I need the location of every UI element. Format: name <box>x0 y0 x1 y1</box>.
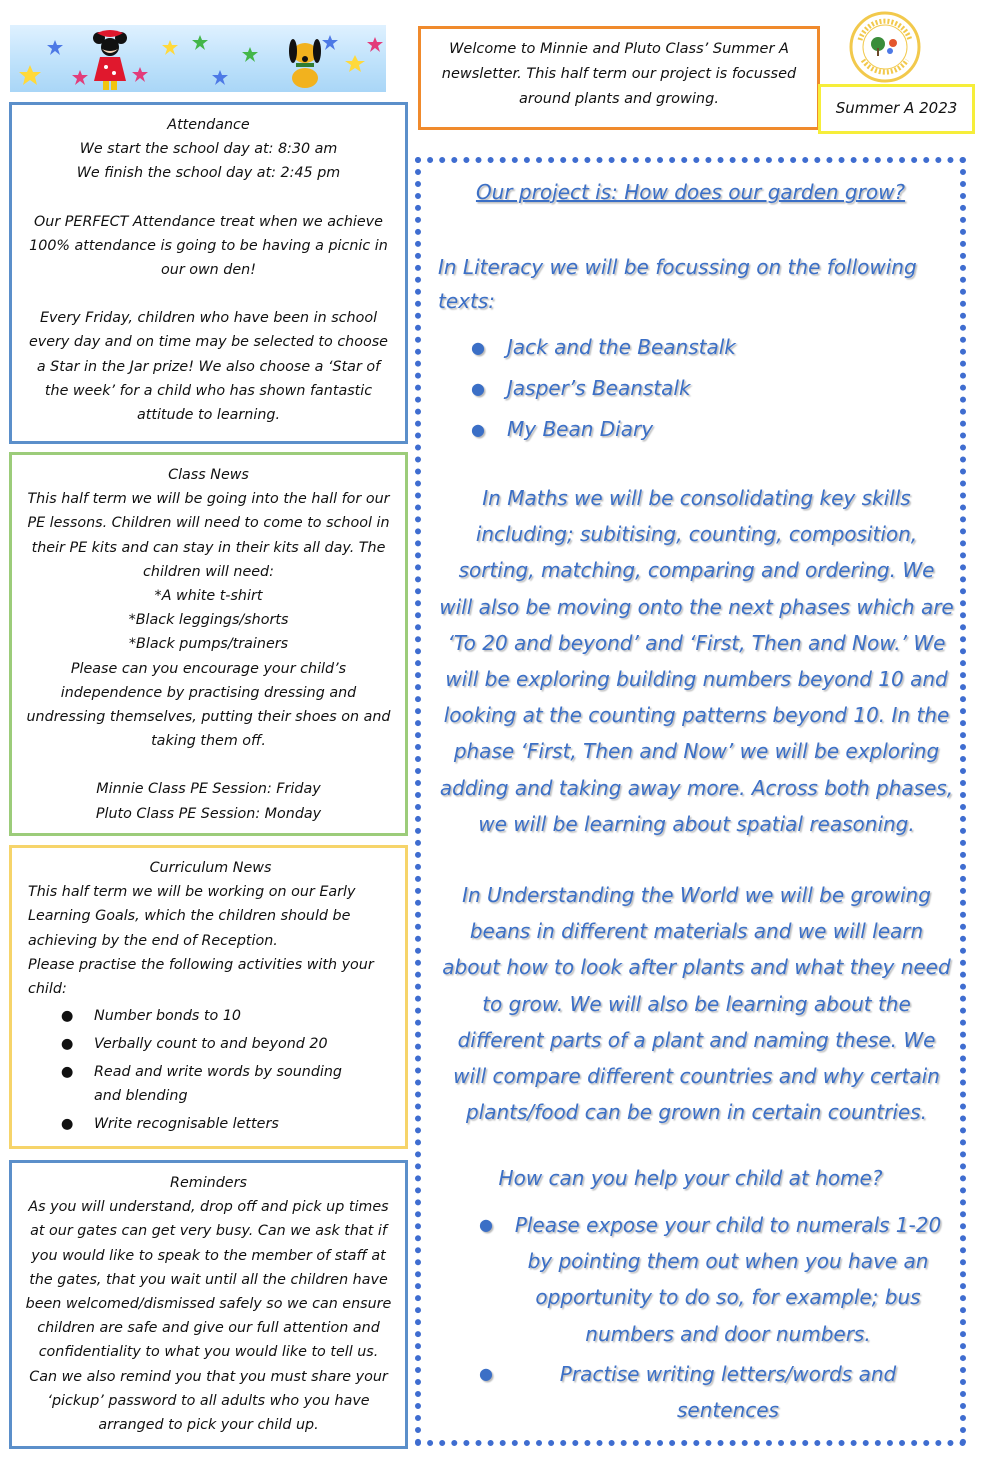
list-item <box>61 1112 393 1136</box>
kit-item: *A white t-shirt <box>154 588 263 605</box>
project-panel <box>415 157 966 1446</box>
curriculum-practise: Please practise the following activities with your child: <box>28 956 374 998</box>
list-item <box>471 368 931 409</box>
literacy-text: Jasper’s Beanstalk <box>507 376 691 400</box>
curriculum-activity-list <box>28 1004 393 1136</box>
list-item-text: Number bonds to 10 <box>94 1008 242 1025</box>
newsletter-date: Summer A 2023 <box>835 99 958 117</box>
attendance-heading: Attendance <box>167 117 250 133</box>
bullet-icon: ● <box>471 338 485 357</box>
header-banner-image <box>10 25 386 92</box>
class-news-heading: Class News <box>168 467 249 483</box>
class-news-box <box>9 452 408 836</box>
reminders-heading: Reminders <box>170 1175 247 1191</box>
help-at-home-title: How can you help your child at home? <box>498 1166 883 1190</box>
literacy-intro: In Literacy we will be focussing on the following texts: <box>438 255 917 313</box>
attendance-box <box>9 102 408 444</box>
attendance-friday-star: Every Friday, children who have been in school every day and on time may be selected to choose a Star in the Jar prize! We also choose a ‘Star of the week’ for a child who has shown fantastic attitude to learning. <box>29 310 388 424</box>
welcome-box <box>418 26 820 130</box>
literacy-text: Jack and the Beanstalk <box>507 335 736 359</box>
list-item <box>479 1356 949 1428</box>
bullet-icon: ● <box>471 379 485 398</box>
bullet-icon: ● <box>61 1116 74 1133</box>
help-item-text: Please expose your child to numerals 1-20 by pointing them out when you have an opportunity to do so, for example; bus numbers and door numbers. <box>514 1213 942 1346</box>
class-news-encourage: Please can you encourage your child’s independence by practising dressing and undressing themselves, putting their shoes on and taking them off. <box>26 660 391 750</box>
bullet-icon: ● <box>61 1008 74 1025</box>
bullet-icon: ● <box>479 1215 493 1234</box>
list-item <box>471 409 931 450</box>
curriculum-heading: Curriculum News <box>149 860 272 876</box>
reminders-box <box>9 1160 408 1449</box>
attendance-perfect-treat: Our PERFECT Attendance treat when we achieve 100% attendance is going to be having a picnic in our own den! <box>29 213 388 279</box>
curriculum-news-box <box>9 845 408 1149</box>
bullet-icon: ● <box>61 1036 74 1053</box>
help-item-text: Practise writing letters/words and sentences <box>559 1361 897 1423</box>
pluto-pe-session: Pluto Class PE Session: Monday <box>95 805 322 822</box>
list-item <box>471 327 931 368</box>
list-item <box>61 1060 393 1108</box>
curriculum-intro: This half term we will be working on our Early Learning Goals, which the children should be achieving by the end of Reception. <box>28 884 356 949</box>
literacy-text: My Bean Diary <box>507 417 654 441</box>
help-at-home-list <box>479 1207 949 1428</box>
bullet-icon: ● <box>471 420 485 439</box>
list-item <box>61 1032 393 1056</box>
bullet-icon: ● <box>479 1363 493 1383</box>
kit-item: *Black leggings/shorts <box>128 612 289 629</box>
literacy-text-list <box>471 327 931 450</box>
reminders-text: As you will understand, drop off and pick up times at our gates can get very busy. Can we ask that if you would like to speak to the member of staff at the gates, that you wait until all the children have been welcomed/dismissed safely so we can ensure children are safe and give our full attention and confidentiality to what you would like to tell us. Can we also remind you that you must share your ‘pickup’ password to all adults who you have arranged to pick your child up. <box>25 1199 392 1434</box>
understanding-world-paragraph: In Understanding the World we will be growing beans in different materials and we will learn about how to look after plants and what they need to grow. We will also be learning about the different parts of a plant and naming these. We will compare different countries and why certain plants/food can be grown in certain countries. <box>442 883 951 1125</box>
project-title: Our project is: How does our garden grow? <box>475 180 906 204</box>
list-item <box>61 1004 393 1028</box>
bullet-icon: ● <box>61 1064 74 1081</box>
list-item-text: Write recognisable letters <box>94 1116 279 1133</box>
attendance-finish-time: We finish the school day at: 2:45 pm <box>76 165 341 182</box>
kit-item: *Black pumps/trainers <box>128 636 289 653</box>
list-item <box>479 1207 949 1352</box>
list-item-text: Read and write words by sounding and blending <box>94 1064 343 1105</box>
attendance-start-time: We start the school day at: 8:30 am <box>79 141 338 158</box>
school-logo <box>848 10 922 84</box>
minnie-pe-session: Minnie Class PE Session: Friday <box>96 781 321 798</box>
maths-paragraph: In Maths we will be consolidating key skills including; subitising, counting, composition, sorting, matching, comparing and ordering. We will also be moving onto the next phases which are ‘To 20 and beyond’ and ‘First, Then and Now.’ We will be exploring building numbers beyond 10 and looking at the counting patterns beyond 10. In the phase ‘First, Then and Now’ we will be exploring adding and taking away more. Across both phases, we will be learning about spatial reasoning. <box>439 486 954 836</box>
newsletter-date-box <box>818 84 975 134</box>
list-item-text: Verbally count to and beyond 20 <box>94 1036 328 1053</box>
welcome-text: Welcome to Minnie and Pluto Class’ Summer A newsletter. This half term our project is focussed around plants and growing. <box>441 41 797 107</box>
class-news-intro: This half term we will be going into the hall for our PE lessons. Children will need to come to school in their PE kits and can stay in their kits all day. The children will need: <box>27 491 390 580</box>
